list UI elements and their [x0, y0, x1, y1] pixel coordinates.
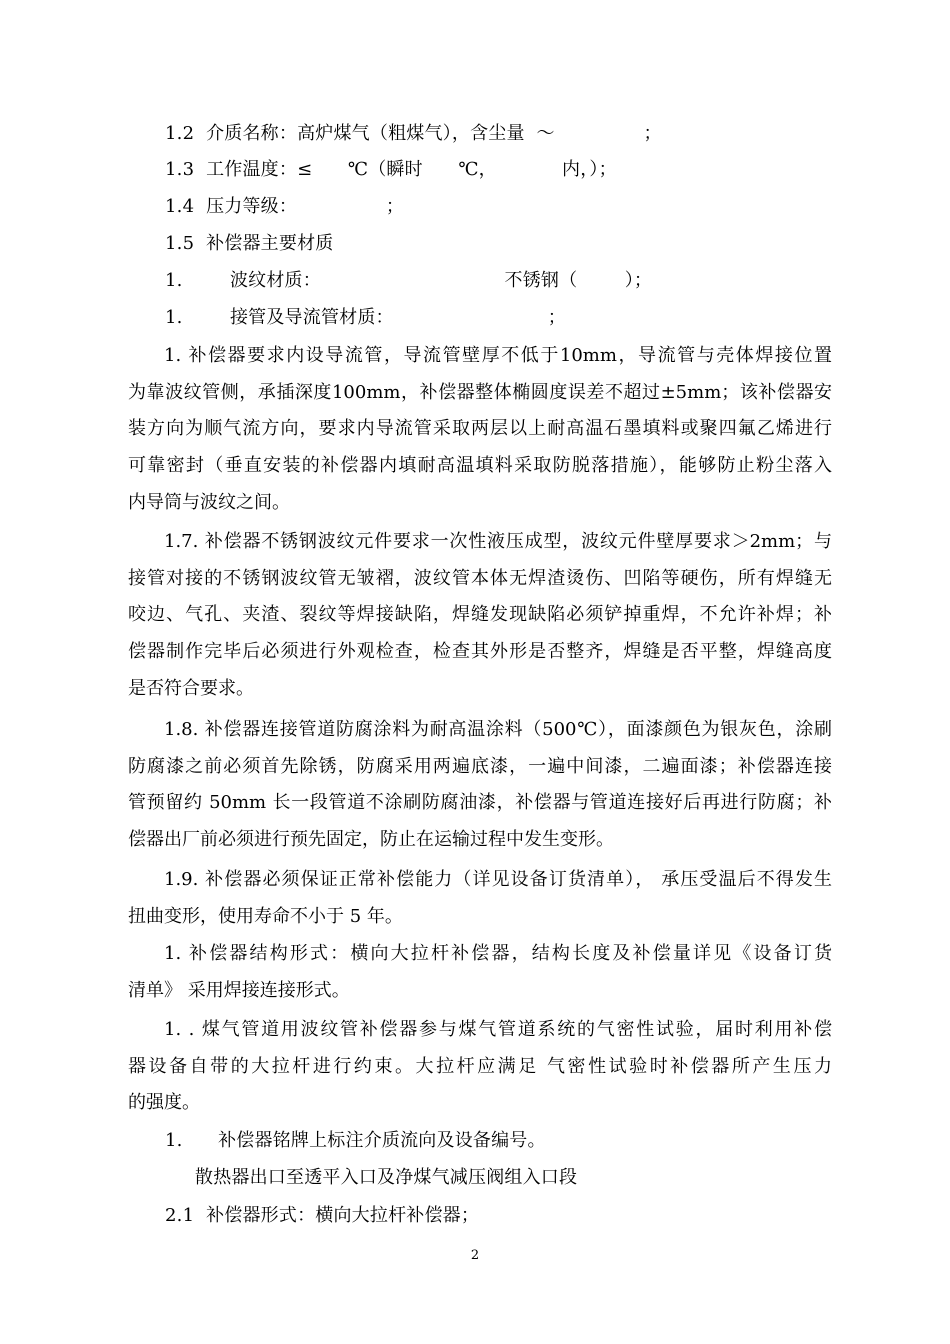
paragraph-line: 1.9. 补偿器必须保证正常补偿能力（详见设备订货清单）， 承压受温后不得发生: [164, 869, 832, 890]
item-1-2-medium: 1.2 介质名称：高炉煤气（粗煤气），含尘量 ～ ；: [165, 123, 662, 144]
item-1-5-materials-heading: 1.5 补偿器主要材质: [165, 233, 334, 254]
paragraph-1-8-coating: [128, 712, 832, 859]
paragraph-line: 1. 补偿器要求内设导流管，导流管壁厚不低于10mm，导流管与壳体焊接位置: [164, 345, 832, 366]
paragraph-line: 器设备自带的大拉杆进行约束。大拉杆应满足 气密性试验时补偿器所产生压力: [128, 1055, 832, 1077]
paragraph-line: 偿器制作完毕后必须进行外观检查，检查其外形是否整齐，焊缝是否平整，焊缝高度: [128, 641, 832, 663]
paragraph-line: 内导筒与波纹之间。: [128, 491, 290, 513]
paragraph-line: 1.7. 补偿器不锈钢波纹元件要求一次性液压成型，波纹元件壁厚要求＞2mm；与: [164, 531, 832, 552]
paragraph-line: 清单》 采用焊接连接形式。: [128, 979, 350, 1001]
section-heading: 散热器出口至透平入口及净煤气减压阀组入口段: [195, 1167, 578, 1188]
paragraph-airtight-test: [128, 1012, 832, 1122]
paragraph-1-7-welding: [128, 524, 832, 707]
page-number: 2: [470, 1248, 480, 1263]
paragraph-line: 咬边、气孔、夹渣、裂纹等焊接缺陷，焊缝发现缺陷必须铲掉重焊，不允许补焊；补: [128, 604, 832, 626]
paragraph-line: 1. . 煤气管道用波纹管补偿器参与煤气管道系统的气密性试验，届时利用补偿: [164, 1019, 832, 1040]
paragraph-line: 是否符合要求。: [128, 677, 254, 699]
paragraph-line: 扭曲变形，使用寿命不小于 5 年。: [128, 905, 403, 927]
paragraph-line: 管预留约 50mm 长一段管道不涂刷防腐油漆，补偿器与管道连接好后再进行防腐；补: [128, 792, 832, 814]
paragraph-line: 装方向为顺气流方向，要求内导流管采取两层以上耐高温石墨填料或聚四氟乙烯进行: [128, 418, 832, 440]
paragraph-guide-tube: [128, 338, 832, 521]
paragraph-line: 接管对接的不锈钢波纹管无皱褶，波纹管本体无焊渣烫伤、凹陷等硬伤，所有焊缝无: [128, 567, 832, 589]
paragraph-line: 可靠密封（垂直安装的补偿器内填耐高温填料采取防脱落措施），能够防止粉尘落入: [128, 455, 832, 477]
paragraph-structure-form: [128, 936, 832, 1009]
item-1-3-temperature: 1.3 工作温度：≤ ℃（瞬时 ℃， 内，）；: [165, 159, 617, 180]
paragraph-line: 偿器出厂前必须进行预先固定，防止在运输过程中发生变形。: [128, 829, 614, 851]
paragraph-line: 1.8. 补偿器连接管道防腐涂料为耐高温涂料（500℃），面漆颜色为银灰色，涂刷: [164, 719, 832, 740]
item-bellows-material: 1. 波纹材质： 不锈钢（ ）；: [165, 270, 653, 291]
item-1-4-pressure: 1.4 压力等级： ；: [165, 196, 405, 217]
item-pipe-material: 1. 接管及导流管材质： ；: [165, 307, 566, 328]
paragraph-1-9-lifetime: [128, 862, 832, 935]
paragraph-line: 的强度。: [128, 1092, 200, 1114]
paragraph-line: 1. 补偿器结构形式：横向大拉杆补偿器，结构长度及补偿量详见《设备订货: [164, 943, 832, 964]
paragraph-line: 防腐漆之前必须首先除锈，防腐采用两遍底漆，一遍中间漆，二遍面漆；补偿器连接: [128, 755, 832, 777]
item-2-1-form: 2.1 补偿器形式：横向大拉杆补偿器；: [165, 1205, 480, 1226]
item-nameplate: 1. 补偿器铭牌上标注介质流向及设备编号。: [165, 1130, 546, 1151]
paragraph-line: 为靠波纹管侧，承插深度100mm，补偿器整体椭圆度误差不超过±5mm；该补偿器安: [128, 381, 832, 403]
